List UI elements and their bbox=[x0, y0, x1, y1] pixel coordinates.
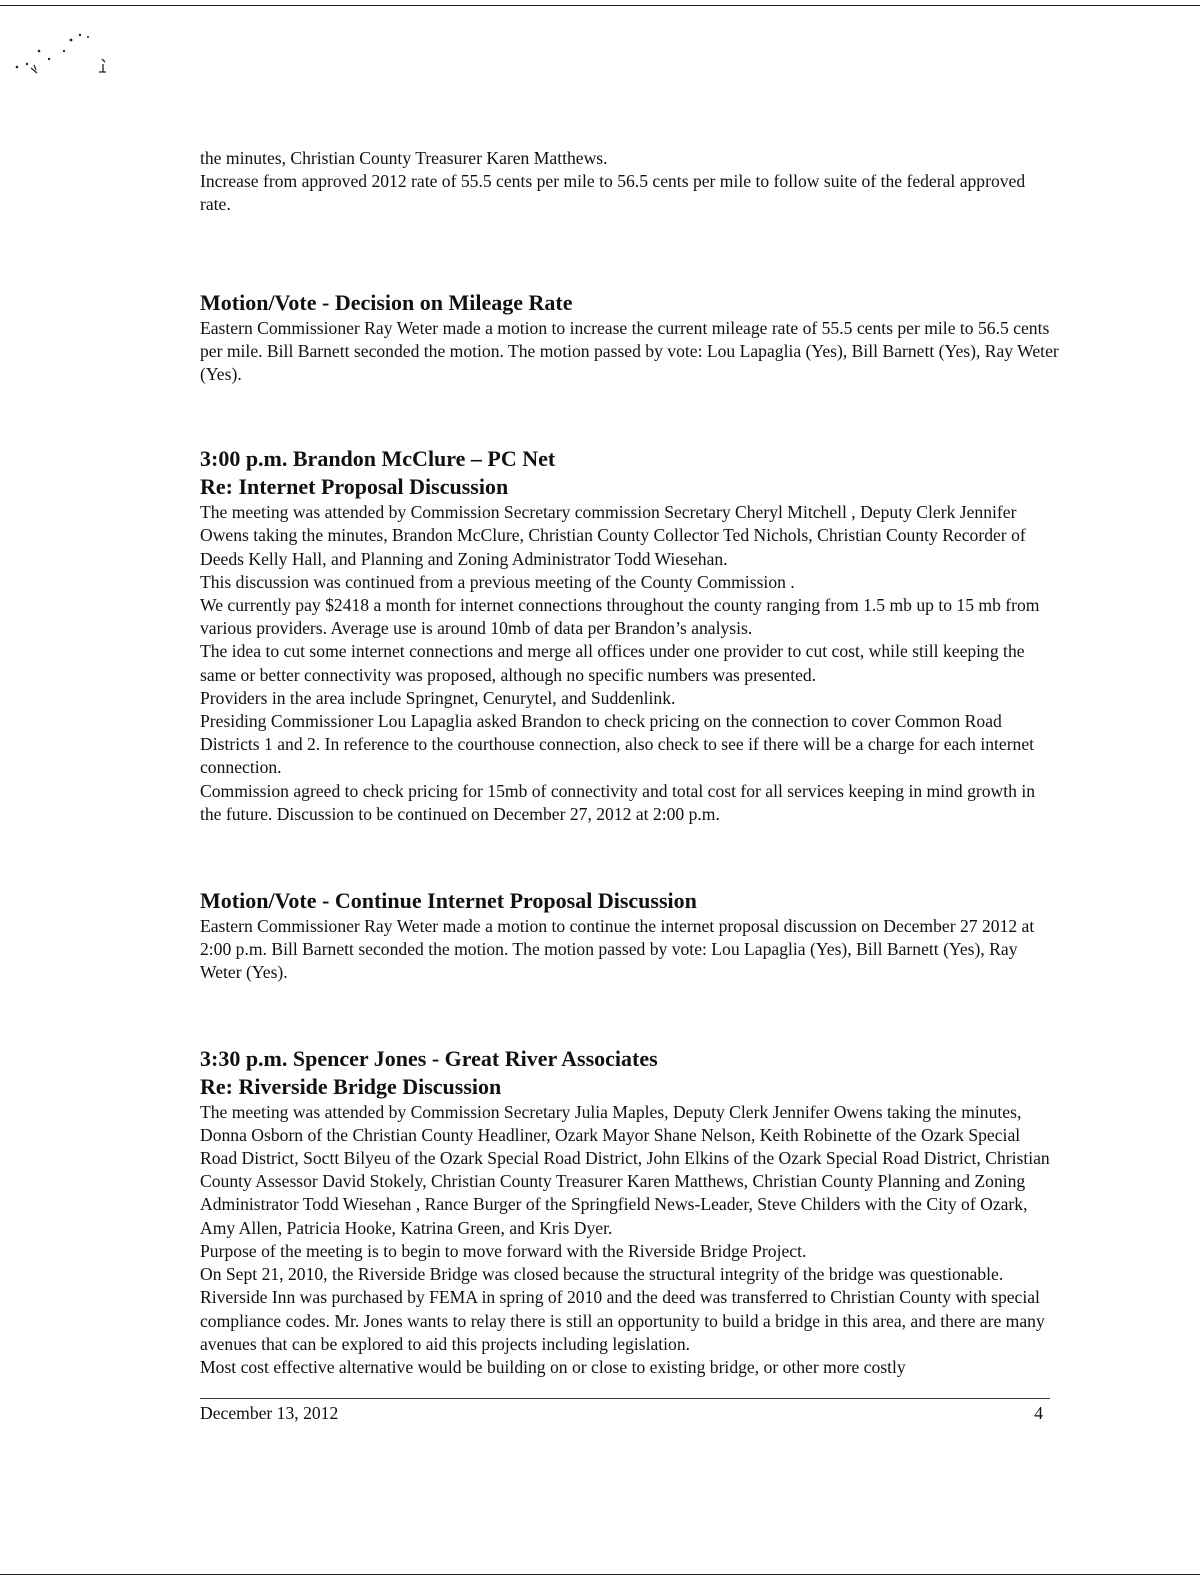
section-paragraph: On Sept 21, 2010, the Riverside Bridge was closed because the structural integrity of the bridge was questionable. bbox=[200, 1264, 1004, 1285]
scan-bottom-edge-line bbox=[0, 1574, 1200, 1575]
minutes-content bbox=[200, 147, 1060, 1379]
intro-line: the minutes, Christian County Treasurer Karen Matthews. bbox=[200, 148, 608, 168]
section-paragraph: Commission agreed to check pricing for 15mb of connectivity and total cost for all services keeping in mind growth in the future. Discussion to be continued on December 27, 2012 at 2:00 p.m. bbox=[200, 780, 1036, 824]
footer-date: December 13, 2012 bbox=[200, 1403, 339, 1423]
section-paragraph: We currently pay $2418 a month for internet connections throughout the county ranging from 1.5 mb up to 15 mb from various providers. Average use is around 10mb of data per Brandon’s analysis. bbox=[200, 595, 1040, 639]
section-paragraph: Purpose of the meeting is to begin to move forward with the Riverside Bridge Project. bbox=[200, 1240, 807, 1261]
section-heading: 3:00 p.m. Brandon McClure – PC Net bbox=[200, 446, 556, 472]
section-paragraph: Providers in the area include Springnet, Cenurytel, and Suddenlink. bbox=[200, 687, 676, 708]
section-subheading: Re: Internet Proposal Discussion bbox=[200, 474, 509, 500]
scan-top-edge-line bbox=[0, 5, 1200, 6]
section-paragraph: The idea to cut some internet connections and merge all offices under one provider to cut cost, while still keeping the same or better connectivity was proposed, although no specific numbers was presented. bbox=[200, 641, 1025, 685]
section-paragraph: The meeting was attended by Commission Secretary commission Secretary Cheryl Mitchell , Deputy Clerk Jennifer Owens taking the minutes, Brandon McClure, Christian County Collector Ted Nichols, Christian County Recorder of Deeds Kelly Hall, and Planning and Zoning Administrator Todd Wiesehan. bbox=[200, 502, 1026, 569]
scan-specks-mark bbox=[6, 26, 116, 96]
intro-line: Increase from approved 2012 rate of 55.5 cents per mile to 56.5 cents per mile to follow suite of the federal approved rate. bbox=[200, 171, 1026, 215]
section-paragraph: The meeting was attended by Commission Secretary Julia Maples, Deputy Clerk Jennifer Owens taking the minutes, Donna Osborn of the Christian County Headliner, Ozark Mayor Shane Nelson, Keith Robinette of the Ozark Special Road District, Soctt Bilyeu of the Ozark Special Road District, John Elkins of the Ozark Special Road District, Christian County Assessor David Stokely, Christian County Treasurer Karen Matthews, Christian County Planning and Zoning Administrator Todd Wiesehan , Rance Burger of the Springfield News-Leader, Steve Childers with the City of Ozark, Amy Allen, Patricia Hooke, Katrina Green, and Kris Dyer. bbox=[200, 1101, 1050, 1238]
section-riverside-bridge bbox=[200, 1045, 1060, 1379]
section-subheading: Re: Riverside Bridge Discussion bbox=[200, 1073, 502, 1099]
section-heading: Motion/Vote - Decision on Mileage Rate bbox=[200, 289, 573, 315]
section-heading: Motion/Vote - Continue Internet Proposal Discussion bbox=[200, 888, 697, 914]
section-continue-motion bbox=[200, 887, 1060, 985]
section-paragraph: Riverside Inn was purchased by FEMA in spring of 2010 and the deed was transferred to Christian County with special compliance codes. Mr. Jones wants to relay there is still an opportunity to build a bridge in this area, and there are many avenues that can be explored to aid this projects including legislation. bbox=[200, 1287, 1045, 1354]
section-paragraph: Eastern Commissioner Ray Weter made a motion to increase the current mileage rate of 55.5 cents per mile to 56.5 cents per mile. Bill Barnett seconded the motion. The motion passed by vote: Lou Lapaglia (Yes), Bill Barnett (Yes), Ray Weter (Yes). bbox=[200, 317, 1059, 385]
section-heading: 3:30 p.m. Spencer Jones - Great River Associates bbox=[200, 1045, 658, 1071]
intro-section bbox=[200, 147, 1060, 217]
section-paragraph: This discussion was continued from a previous meeting of the County Commission . bbox=[200, 571, 795, 592]
page-number: 4 bbox=[1034, 1403, 1043, 1423]
page-footer bbox=[200, 1398, 1050, 1424]
section-mileage-motion bbox=[200, 289, 1060, 387]
section-paragraph: Eastern Commissioner Ray Weter made a motion to continue the internet proposal discussion on December 27 2012 at 2:00 p.m. Bill Barnett seconded the motion. The motion passed by vote: Lou Lapaglia (Yes), Bill Barnett (Yes), Ray Weter (Yes). bbox=[200, 916, 1035, 983]
section-paragraph: Presiding Commissioner Lou Lapaglia asked Brandon to check pricing on the connection to cover Common Road Districts 1 and 2. In reference to the courthouse connection, also check to see if there will be a charge for each internet connection. bbox=[200, 711, 1035, 778]
section-internet-proposal bbox=[200, 445, 1060, 826]
section-paragraph: Most cost effective alternative would be building on or close to existing bridge, or other more costly bbox=[200, 1356, 906, 1377]
